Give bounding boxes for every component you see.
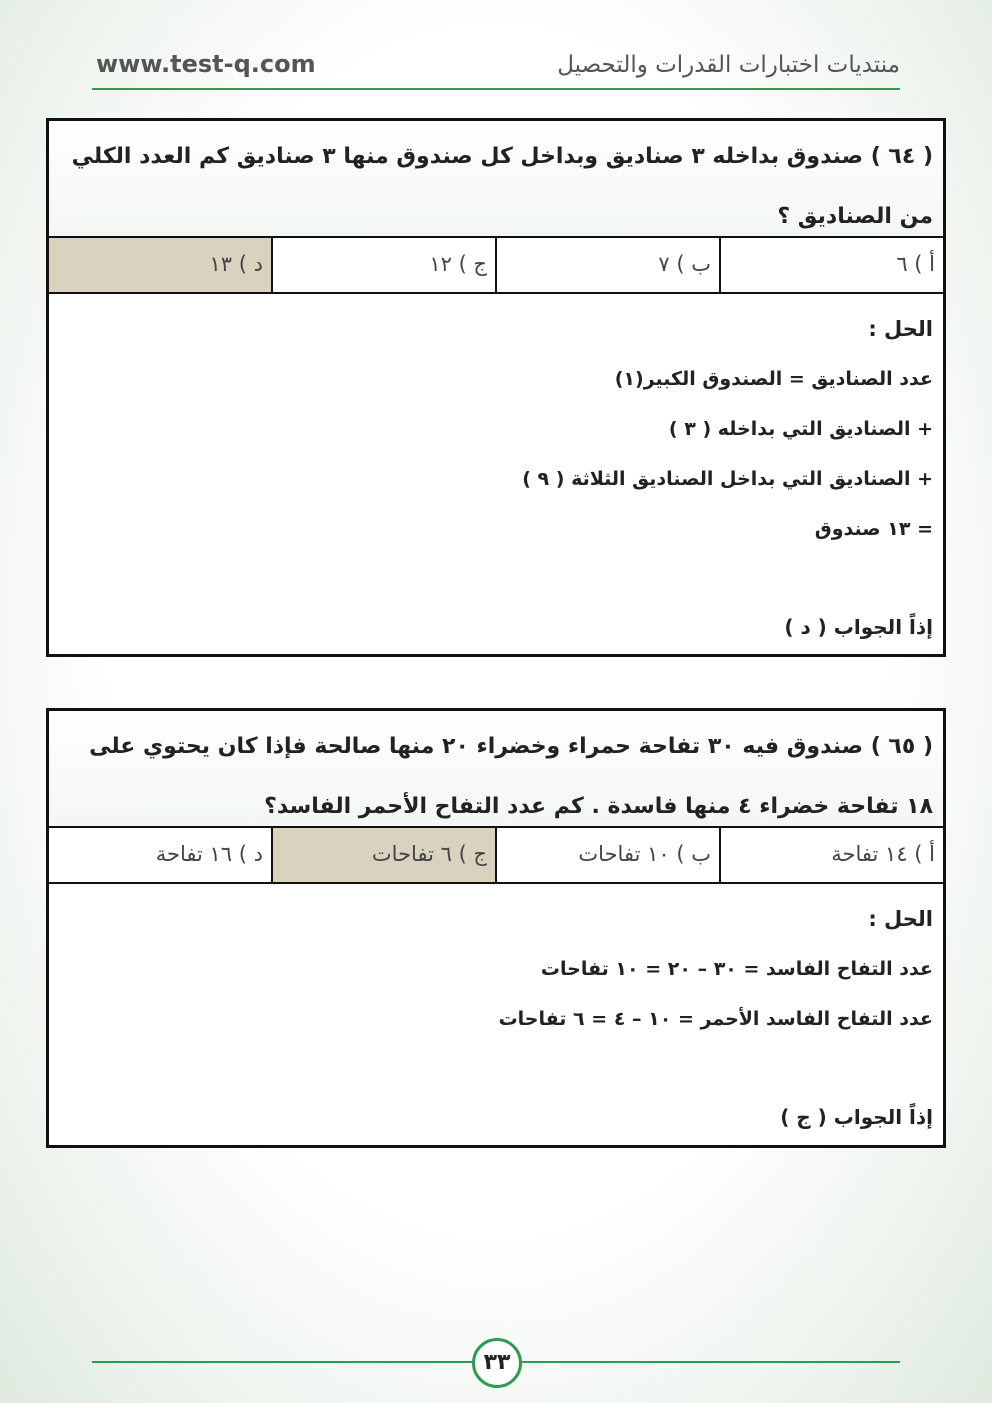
solution-line: عدد التفاح الفاسد = ٣٠ – ٢٠ = ١٠ تفاحات [540,958,933,980]
solution-line: = ١٣ صندوق [814,518,933,540]
solution [49,294,943,562]
header-divider [92,88,900,90]
site-title: منتديات اختبارات القدرات والتحصيل [557,52,900,78]
option-b: ب ) ٧ [495,238,719,292]
page-number: ٣٣ [472,1338,522,1388]
solution [49,884,943,1052]
question-text: ( ٦٤ ) صندوق بداخله ٣ صناديق وبداخل كل صندوق منها ٣ صناديق كم العدد الكلي من الصناديق ؟ [49,121,943,238]
question-64-box [46,118,946,657]
solution-line: عدد التفاح الفاسد الأحمر = ١٠ – ٤ = ٦ تفاحات [498,1008,933,1030]
options-row [49,828,943,884]
option-a: أ ) ١٤ تفاحة [719,828,943,882]
site-url[interactable]: www.test-q.com [96,50,316,78]
answer-text: إذاً الجواب ( ج ) [780,1105,933,1129]
question-text: ( ٦٥ ) صندوق فيه ٣٠ تفاحة حمراء وخضراء ٢٠ منها صالحة فإذا كان يحتوي على ١٨ تفاحة خضراء ٤ منها فاسدة . كم عدد التفاح الأحمر الفاسد؟ [49,711,943,828]
option-d: د ) ١٣ [49,238,271,292]
option-d: د ) ١٦ تفاحة [155,842,263,866]
option-a: أ ) ٦ [719,238,943,292]
option-b: ب ) ١٠ تفاحات [495,828,719,882]
solution-title: الحل : [868,907,933,931]
option-c: ج ) ٦ تفاحات [271,828,495,882]
solution-title: الحل : [868,317,933,341]
option-c: ج ) ١٢ [271,238,495,292]
question-65-box [46,708,946,1148]
solution-line: + الصناديق التي بداخل الصناديق الثلاثة ( ٩ ) [522,468,933,490]
answer-text: إذاً الجواب ( د ) [784,615,933,639]
options-row [49,238,943,294]
footer-rule-right [522,1361,900,1363]
solution-line: + الصناديق التي بداخله ( ٣ ) [668,418,933,440]
solution-line: عدد الصناديق = الصندوق الكبير(١) [614,368,933,390]
footer-rule-left [92,1361,472,1363]
